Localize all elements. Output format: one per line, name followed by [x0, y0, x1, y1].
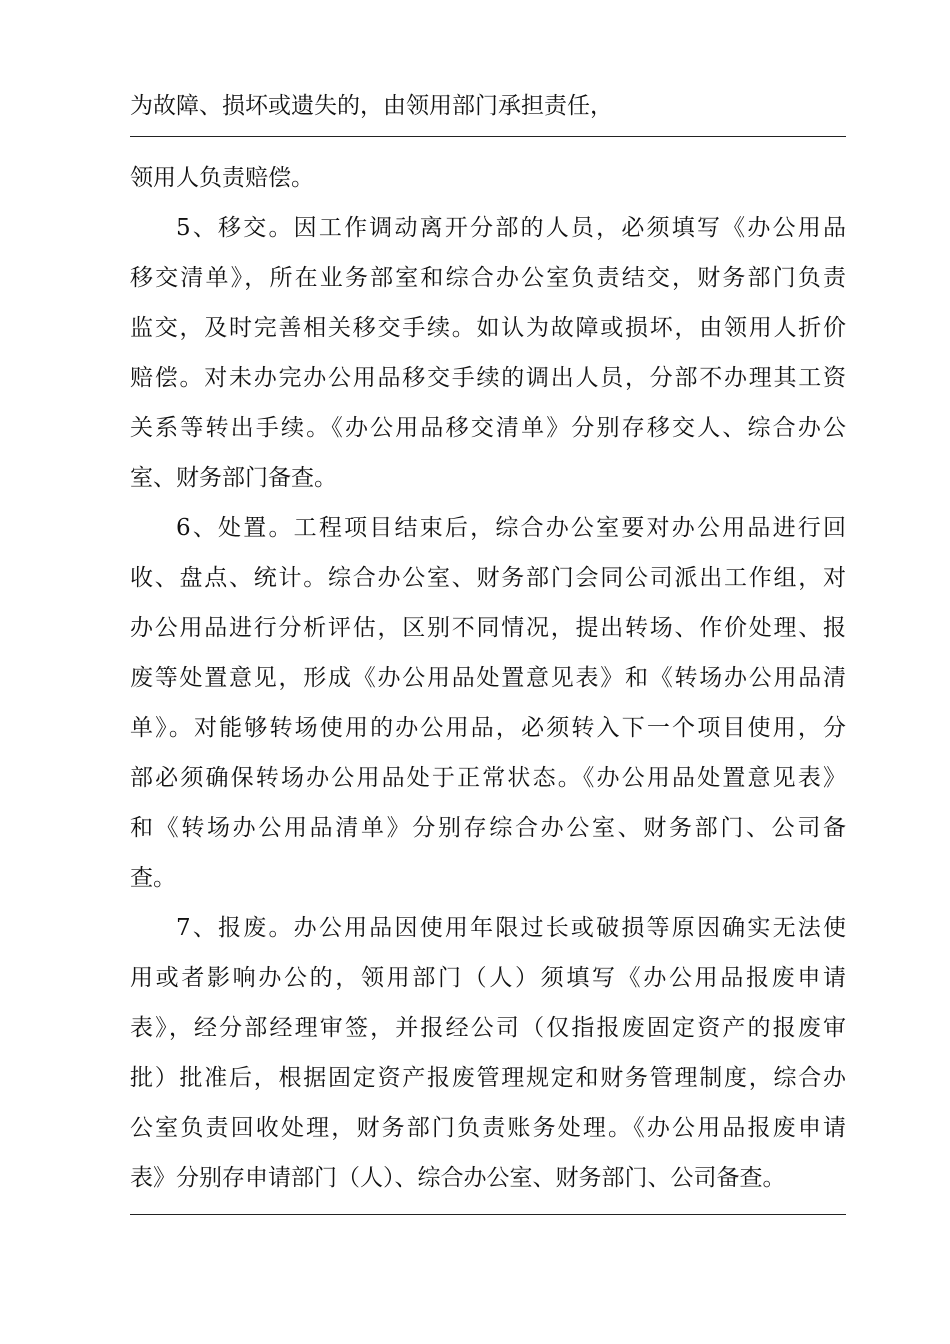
- document-body: [130, 153, 846, 1203]
- text-line: 移交清单》，所在业务部室和综合办公室负责结交，财务部门负责: [130, 265, 846, 291]
- text-line: 领用人负责赔偿。: [130, 165, 314, 191]
- text-line: 公室负责回收处理，财务部门负责账务处理。《办公用品报废申请: [130, 1115, 846, 1141]
- text-line: 关系等转出手续。《办公用品移交清单》分别存移交人、综合办公: [130, 415, 846, 441]
- text-line: 表》，经分部经理审签，并报经公司（仅指报废固定资产的报废审: [130, 1015, 846, 1041]
- page-header-text: 为故障、损坏或遗失的，由领用部门承担责任，: [130, 93, 613, 119]
- text-line: 赔偿。对未办完办公用品移交手续的调出人员，分部不办理其工资: [130, 365, 846, 391]
- text-line: 废等处置意见，形成《办公用品处置意见表》和《转场办公用品清: [130, 665, 846, 691]
- text-line: 表》分别存申请部门（人）、综合办公室、财务部门、公司备查。: [130, 1165, 786, 1191]
- text-line: 查。: [130, 865, 176, 891]
- text-line: 收、盘点、统计。综合办公室、财务部门会同公司派出工作组，对: [130, 565, 846, 591]
- text-line: 监交，及时完善相关移交手续。如认为故障或损坏，由领用人折价: [130, 315, 846, 341]
- footer-divider: [130, 1214, 846, 1215]
- header-divider: [130, 136, 846, 137]
- text-line: 批）批准后，根据固定资产报废管理规定和财务管理制度，综合办: [130, 1065, 846, 1091]
- text-line: 单》。对能够转场使用的办公用品，必须转入下一个项目使用，分: [130, 715, 846, 741]
- text-line: 7、报废。办公用品因使用年限过长或破损等原因确实无法使: [176, 915, 846, 941]
- text-line: 5、移交。因工作调动离开分部的人员，必须填写《办公用品: [176, 215, 846, 241]
- text-line: 和《转场办公用品清单》分别存综合办公室、财务部门、公司备: [130, 815, 846, 841]
- text-line: 部必须确保转场办公用品处于正常状态。《办公用品处置意见表》: [130, 765, 846, 791]
- text-line: 办公用品进行分析评估，区别不同情况，提出转场、作价处理、报: [130, 615, 846, 641]
- text-line: 用或者影响办公的，领用部门（人）须填写《办公用品报废申请: [130, 965, 846, 991]
- text-line: 6、处置。工程项目结束后，综合办公室要对办公用品进行回: [176, 515, 846, 541]
- text-line: 室、财务部门备查。: [130, 465, 337, 491]
